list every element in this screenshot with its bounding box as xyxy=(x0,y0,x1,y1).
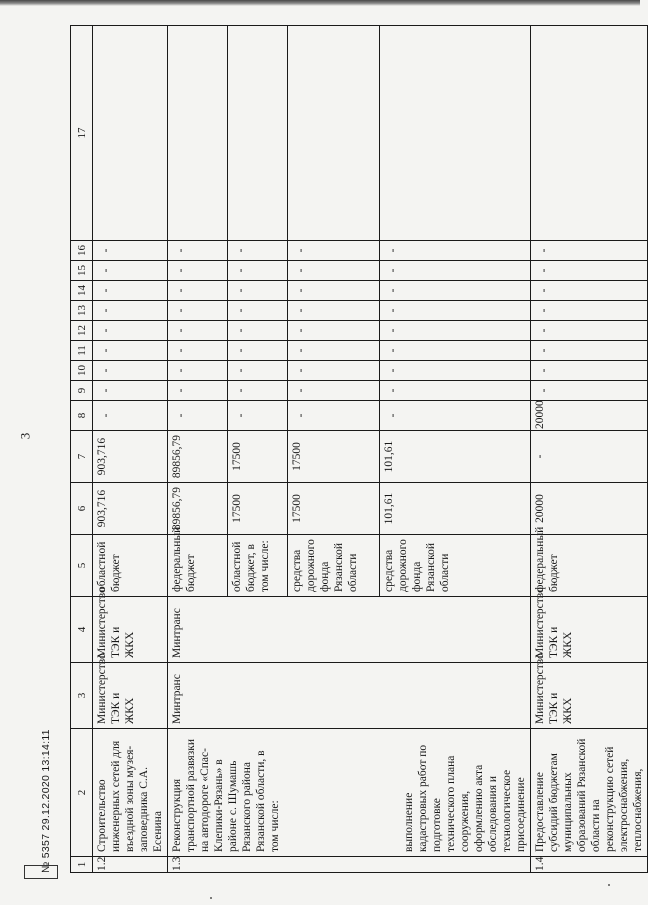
header-cell: 4 xyxy=(71,597,93,663)
measure-name xyxy=(380,729,531,857)
header-cell: 6 xyxy=(71,483,93,535)
dash-cell: - xyxy=(228,261,288,281)
dash-cell: - xyxy=(288,401,380,431)
header-cell: 8 xyxy=(71,401,93,431)
table-row xyxy=(380,26,531,873)
header-cell: 3 xyxy=(71,663,93,729)
row-number: 1.2 xyxy=(93,857,168,873)
amount-total: 17500 xyxy=(228,483,288,535)
funding-source: федеральный бюджет xyxy=(168,535,228,597)
header-cell: 12 xyxy=(71,321,93,341)
table-row xyxy=(530,26,647,873)
dash-cell: - xyxy=(288,281,380,301)
empty-cell xyxy=(93,26,168,241)
dash-cell: - xyxy=(168,361,228,381)
dash-cell: - xyxy=(530,281,647,301)
amount-total: 17500 xyxy=(288,483,380,535)
funding-source: областной бюджет, в том числе: xyxy=(228,535,288,597)
header-cell: 11 xyxy=(71,341,93,361)
empty-cell xyxy=(380,857,531,873)
table-row xyxy=(93,26,168,873)
dash-cell: - xyxy=(93,381,168,401)
dash-cell: - xyxy=(228,301,288,321)
funding-source: областной бюджет xyxy=(93,535,168,597)
dash-cell: - xyxy=(288,341,380,361)
row-number: 1.4 xyxy=(530,857,647,873)
funding-source: федеральный бюджет xyxy=(530,535,647,597)
empty-cell xyxy=(228,857,288,873)
dash-cell: - xyxy=(380,241,531,261)
amount-total: 20000 xyxy=(530,483,647,535)
dash-cell: - xyxy=(530,261,647,281)
header-cell: 1 xyxy=(71,857,93,873)
dash-cell: - xyxy=(288,301,380,321)
header-cell: 7 xyxy=(71,431,93,483)
page-number: 3 xyxy=(17,432,33,440)
dash-cell: - xyxy=(93,341,168,361)
dash-cell: - xyxy=(228,281,288,301)
dash-cell: - xyxy=(228,341,288,361)
row-number: 1.3 xyxy=(168,857,228,873)
scan-edge xyxy=(0,0,640,6)
dash-cell: - xyxy=(288,381,380,401)
amount-year: 17500 xyxy=(288,431,380,483)
dash-cell: - xyxy=(530,381,647,401)
dash-cell: - xyxy=(288,261,380,281)
dash-cell: - xyxy=(530,241,647,261)
dash-cell: - xyxy=(168,281,228,301)
dash-cell: - xyxy=(380,341,531,361)
dash-cell: - xyxy=(530,301,647,321)
header-cell: 15 xyxy=(71,261,93,281)
measure-sub-name: выполнение кадастровых работ по подготовке технического плана сооружения, оформлению акта обследования и технологическое присоединение xyxy=(402,744,527,852)
dash-cell: - xyxy=(93,401,168,431)
header-cell: 10 xyxy=(71,361,93,381)
dash-cell: - xyxy=(530,361,647,381)
empty-cell xyxy=(380,663,531,729)
responsible: Минтранс xyxy=(168,597,380,663)
dash-cell: - xyxy=(168,261,228,281)
dash-cell: - xyxy=(168,241,228,261)
measure-name: Строительство инженерных сетей для въездной зоны музея-заповедника С.А. Есенина xyxy=(93,729,168,857)
dash-cell: - xyxy=(380,401,531,431)
empty-cell xyxy=(380,597,531,663)
amount-total: 101,61 xyxy=(380,483,531,535)
dash-cell: - xyxy=(168,301,228,321)
amount-year: 903,716 xyxy=(93,431,168,483)
funding-source: средства дорожного фонда Рязанской области xyxy=(288,535,380,597)
dash-cell: - xyxy=(530,321,647,341)
executor: Министерство ТЭК и ЖКХ xyxy=(93,663,168,729)
amount-year: 101,61 xyxy=(380,431,531,483)
dash-cell: - xyxy=(93,241,168,261)
table-row xyxy=(168,26,228,873)
dash-cell: - xyxy=(168,381,228,401)
office-stamp-icon xyxy=(24,865,58,879)
measure-name: Предоставление субсидий бюджетам муниципальных образований Рязанской области на реконструкцию сетей электроснабжения, теплоснабжения, xyxy=(530,729,647,857)
budget-table xyxy=(70,25,648,873)
empty-cell xyxy=(288,26,380,241)
header-row xyxy=(71,26,93,873)
empty-cell xyxy=(530,26,647,241)
dash-cell: - xyxy=(288,241,380,261)
dash-cell: - xyxy=(168,401,228,431)
dash-cell: - xyxy=(380,261,531,281)
dash-cell: - xyxy=(93,361,168,381)
header-cell: 13 xyxy=(71,301,93,321)
dash-cell: - xyxy=(168,341,228,361)
measure-name: Реконструкция транспортной развязки на автодороге «Спас-Клепики-Рязань» в районе с. Шумашь Рязанского района Рязанской области, в том числе: xyxy=(168,729,380,857)
amount-year: - xyxy=(530,431,647,483)
empty-cell xyxy=(288,857,380,873)
amount-total: 903,716 xyxy=(93,483,168,535)
responsible: Министерство ТЭК и ЖКХ xyxy=(530,597,647,663)
dash-cell: - xyxy=(288,321,380,341)
amount-year: 17500 xyxy=(228,431,288,483)
amount-year: 89856,79 xyxy=(168,431,228,483)
dash-cell: - xyxy=(93,301,168,321)
scan-dot xyxy=(608,884,610,886)
funding-source: средства дорожного фонда Рязанской области xyxy=(380,535,531,597)
dash-cell: - xyxy=(93,321,168,341)
dash-cell: - xyxy=(380,321,531,341)
dash-cell: - xyxy=(228,241,288,261)
rotated-table-area xyxy=(70,25,644,873)
document-stamp: № 5357 29.12.2020 13:14:11 xyxy=(40,729,52,873)
header-cell: 16 xyxy=(71,241,93,261)
dash-cell: - xyxy=(168,321,228,341)
dash-cell: - xyxy=(93,281,168,301)
dash-cell: - xyxy=(380,361,531,381)
header-cell: 5 xyxy=(71,535,93,597)
amount-total: 89856,79 xyxy=(168,483,228,535)
dash-cell: - xyxy=(530,341,647,361)
dash-cell: - xyxy=(380,281,531,301)
dash-cell: - xyxy=(93,261,168,281)
dash-cell: - xyxy=(228,321,288,341)
header-cell: 2 xyxy=(71,729,93,857)
dash-cell: - xyxy=(228,381,288,401)
header-cell: 9 xyxy=(71,381,93,401)
header-cell: 17 xyxy=(71,26,93,241)
dash-cell: - xyxy=(288,361,380,381)
dash-cell: - xyxy=(228,361,288,381)
empty-cell xyxy=(228,26,288,241)
empty-cell xyxy=(168,26,228,241)
empty-cell xyxy=(380,26,531,241)
amount-next: 20000 xyxy=(530,401,647,431)
dash-cell: - xyxy=(380,381,531,401)
dash-cell: - xyxy=(380,301,531,321)
header-cell: 14 xyxy=(71,281,93,301)
responsible: Министерство ТЭК и ЖКХ xyxy=(93,597,168,663)
executor: Министерство ТЭК и ЖКХ xyxy=(530,663,647,729)
dash-cell: - xyxy=(228,401,288,431)
scan-dot xyxy=(210,897,212,899)
executor: Минтранс xyxy=(168,663,380,729)
